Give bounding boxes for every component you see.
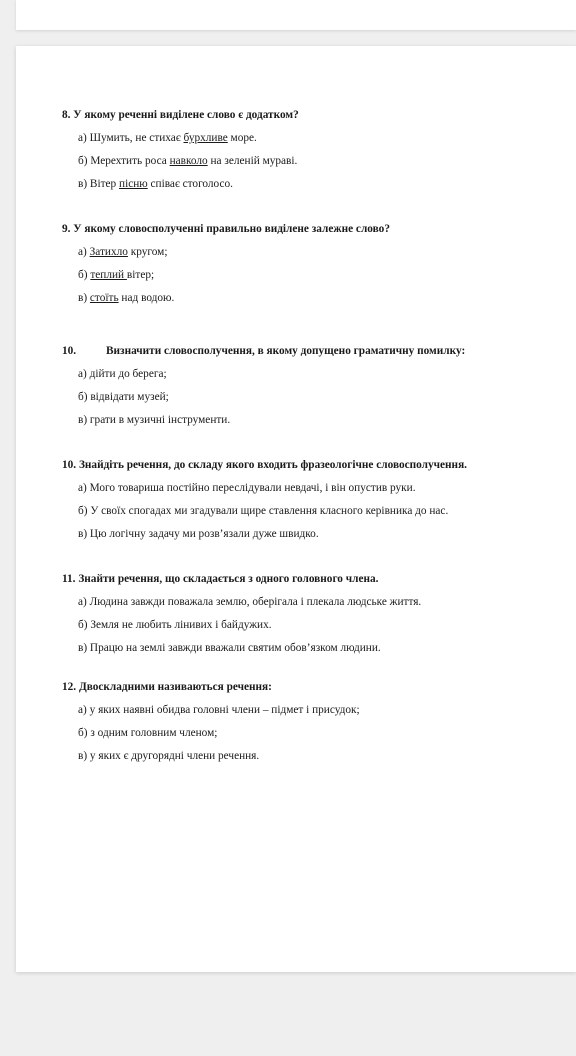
question-title: 12. Двоскладними називаються речення: xyxy=(62,681,272,693)
question-title: 9. У якому словосполученні правильно виділене залежне слово? xyxy=(62,223,390,235)
option-a: а) у яких наявні обидва головні члени – підмет і присудок; xyxy=(78,704,360,716)
option-b: б) Земля не любить лінивих і байдужих. xyxy=(78,619,272,631)
option-a: а) дійти до берега; xyxy=(78,368,167,380)
question-10b xyxy=(62,454,562,546)
question-12 xyxy=(62,676,562,768)
previous-page-sheet xyxy=(16,0,576,30)
question-title: 10. Визначити словосполучення, в якому допущено граматичну помилку: xyxy=(62,340,562,363)
question-title: 8. У якому реченні виділене слово є додатком? xyxy=(62,109,299,121)
option-b: б) з одним головним членом; xyxy=(78,727,218,739)
question-number: 10. xyxy=(62,345,77,357)
option-c: в) у яких є другорядні члени речення. xyxy=(78,750,260,762)
option-a: а) Затихло кругом; xyxy=(78,246,168,258)
question-11 xyxy=(62,568,562,660)
option-c: в) грати в музичні інструменти. xyxy=(78,414,231,426)
option-b: б) відвідати музей; xyxy=(78,391,169,403)
question-8 xyxy=(62,104,562,196)
option-c: в) Працю на землі завжди вважали святим обов’язком людини. xyxy=(78,642,381,654)
question-title: 10. Знайдіть речення, до складу якого входить фразеологічне словосполучення. xyxy=(62,459,468,471)
option-c: в) стоїть над водою. xyxy=(78,292,175,304)
option-b: б) У своїх спогадах ми згадували щире ставлення класного керівника до нас. xyxy=(78,505,449,517)
question-9 xyxy=(62,218,562,310)
option-b: б) теплий вітер; xyxy=(78,269,155,281)
option-c: в) Цю логічну задачу ми розв’язали дуже швидко. xyxy=(78,528,319,540)
option-a: а) Мого товариша постійно переслідували невдачі, і він опустив руки. xyxy=(78,482,416,494)
option-b: б) Мерехтить роса навколо на зеленій мураві. xyxy=(78,155,298,167)
option-a: а) Людина завжди поважала землю, оберігала і плекала людське життя. xyxy=(78,596,422,608)
document-page xyxy=(16,46,576,972)
question-title: 11. Знайти речення, що складається з одного головного члена. xyxy=(62,573,379,585)
option-a: а) Шумить, не стихає бурхливе море. xyxy=(78,132,257,144)
question-10a xyxy=(62,340,562,432)
option-c: в) Вітер пісню співає стоголосо. xyxy=(78,178,233,190)
